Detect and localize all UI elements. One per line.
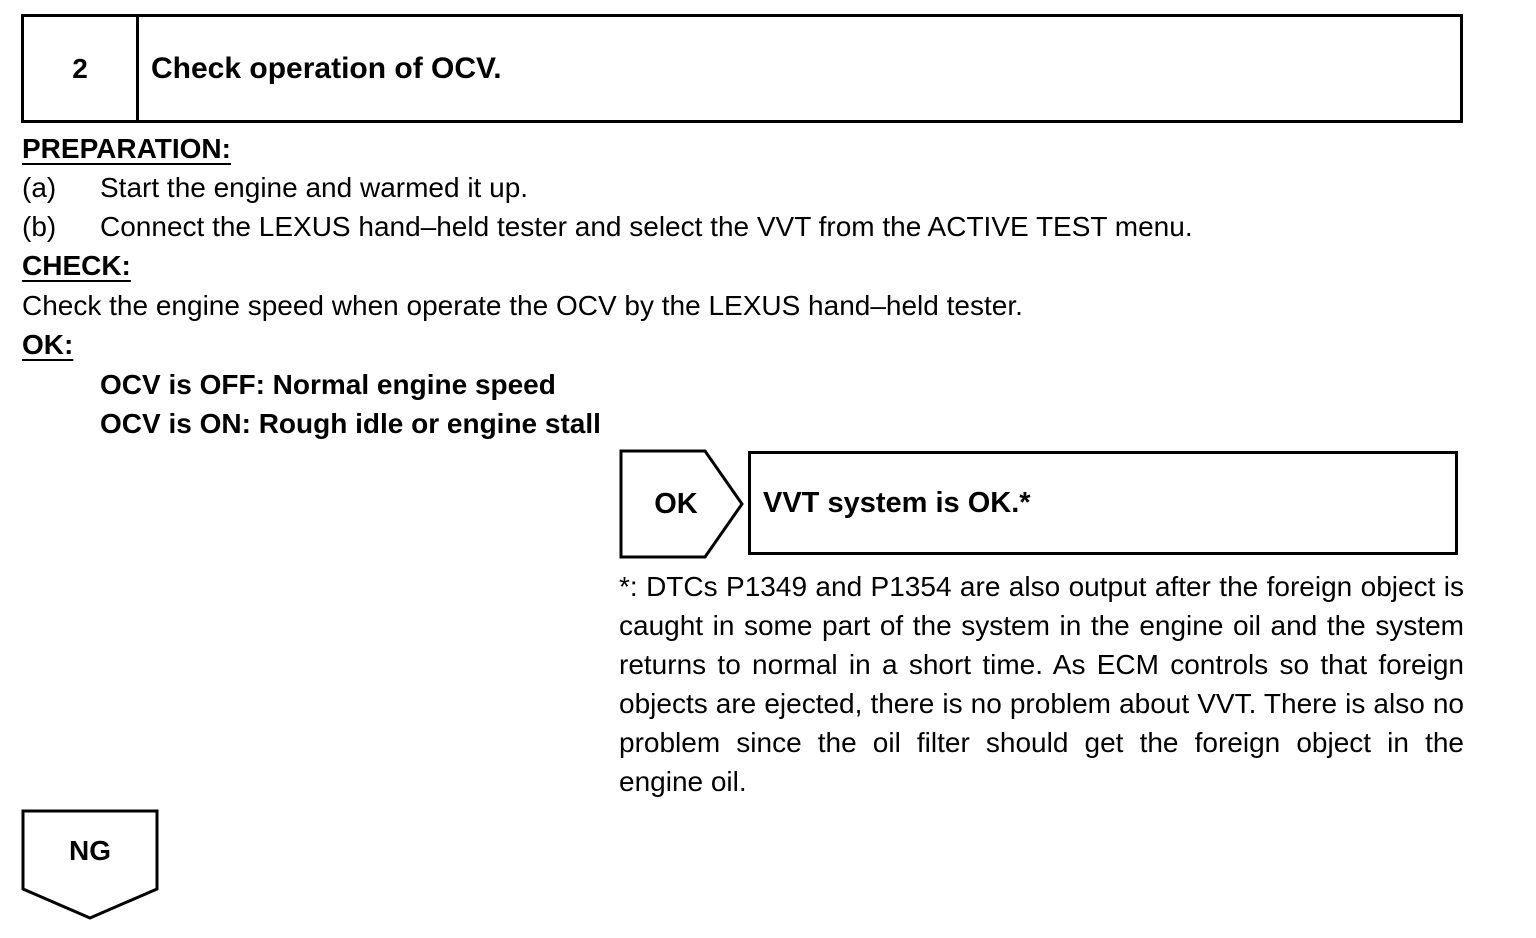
ng-tag-label: NG [69, 835, 111, 866]
check-text: Check the engine speed when operate the OCV by the LEXUS hand–held tester. [22, 290, 1023, 321]
ok-result-note: *: DTCs P1349 and P1354 are also output after the foreign object is caught in some part of the system in the engine oil and the system returns to normal in a short time. As ECM controls so that foreign objects are ejected, there is no problem about VVT. There is also no problem since the oil filter should get the foreign object in the engine oil. [619, 571, 1464, 797]
step-number: 2 [24, 17, 139, 120]
preparation-item-a [22, 172, 528, 204]
ok-criterion-off: OCV is OFF: Normal engine speed [100, 369, 556, 400]
preparation-item-marker: (a) [22, 172, 57, 203]
step-title: Check operation of OCV. [151, 51, 502, 85]
preparation-item-marker: (b) [22, 211, 57, 242]
preparation-item-text: Start the engine and warmed it up. [100, 172, 529, 203]
check-heading: CHECK: [22, 250, 131, 281]
preparation-heading: PREPARATION: [22, 133, 231, 164]
preparation-item-text: Connect the LEXUS hand–held tester and select the VVT from the ACTIVE TEST menu. [100, 211, 1193, 242]
ok-criterion-on: OCV is ON: Rough idle or engine stall [100, 408, 601, 439]
ok-result-text: VVT system is OK.* [763, 486, 1031, 519]
ok-heading: OK: [22, 329, 74, 360]
step-header [21, 14, 1463, 123]
ok-tag-label: OK [654, 487, 698, 520]
preparation-item-b [22, 211, 1193, 243]
ok-result-box [748, 451, 1458, 555]
